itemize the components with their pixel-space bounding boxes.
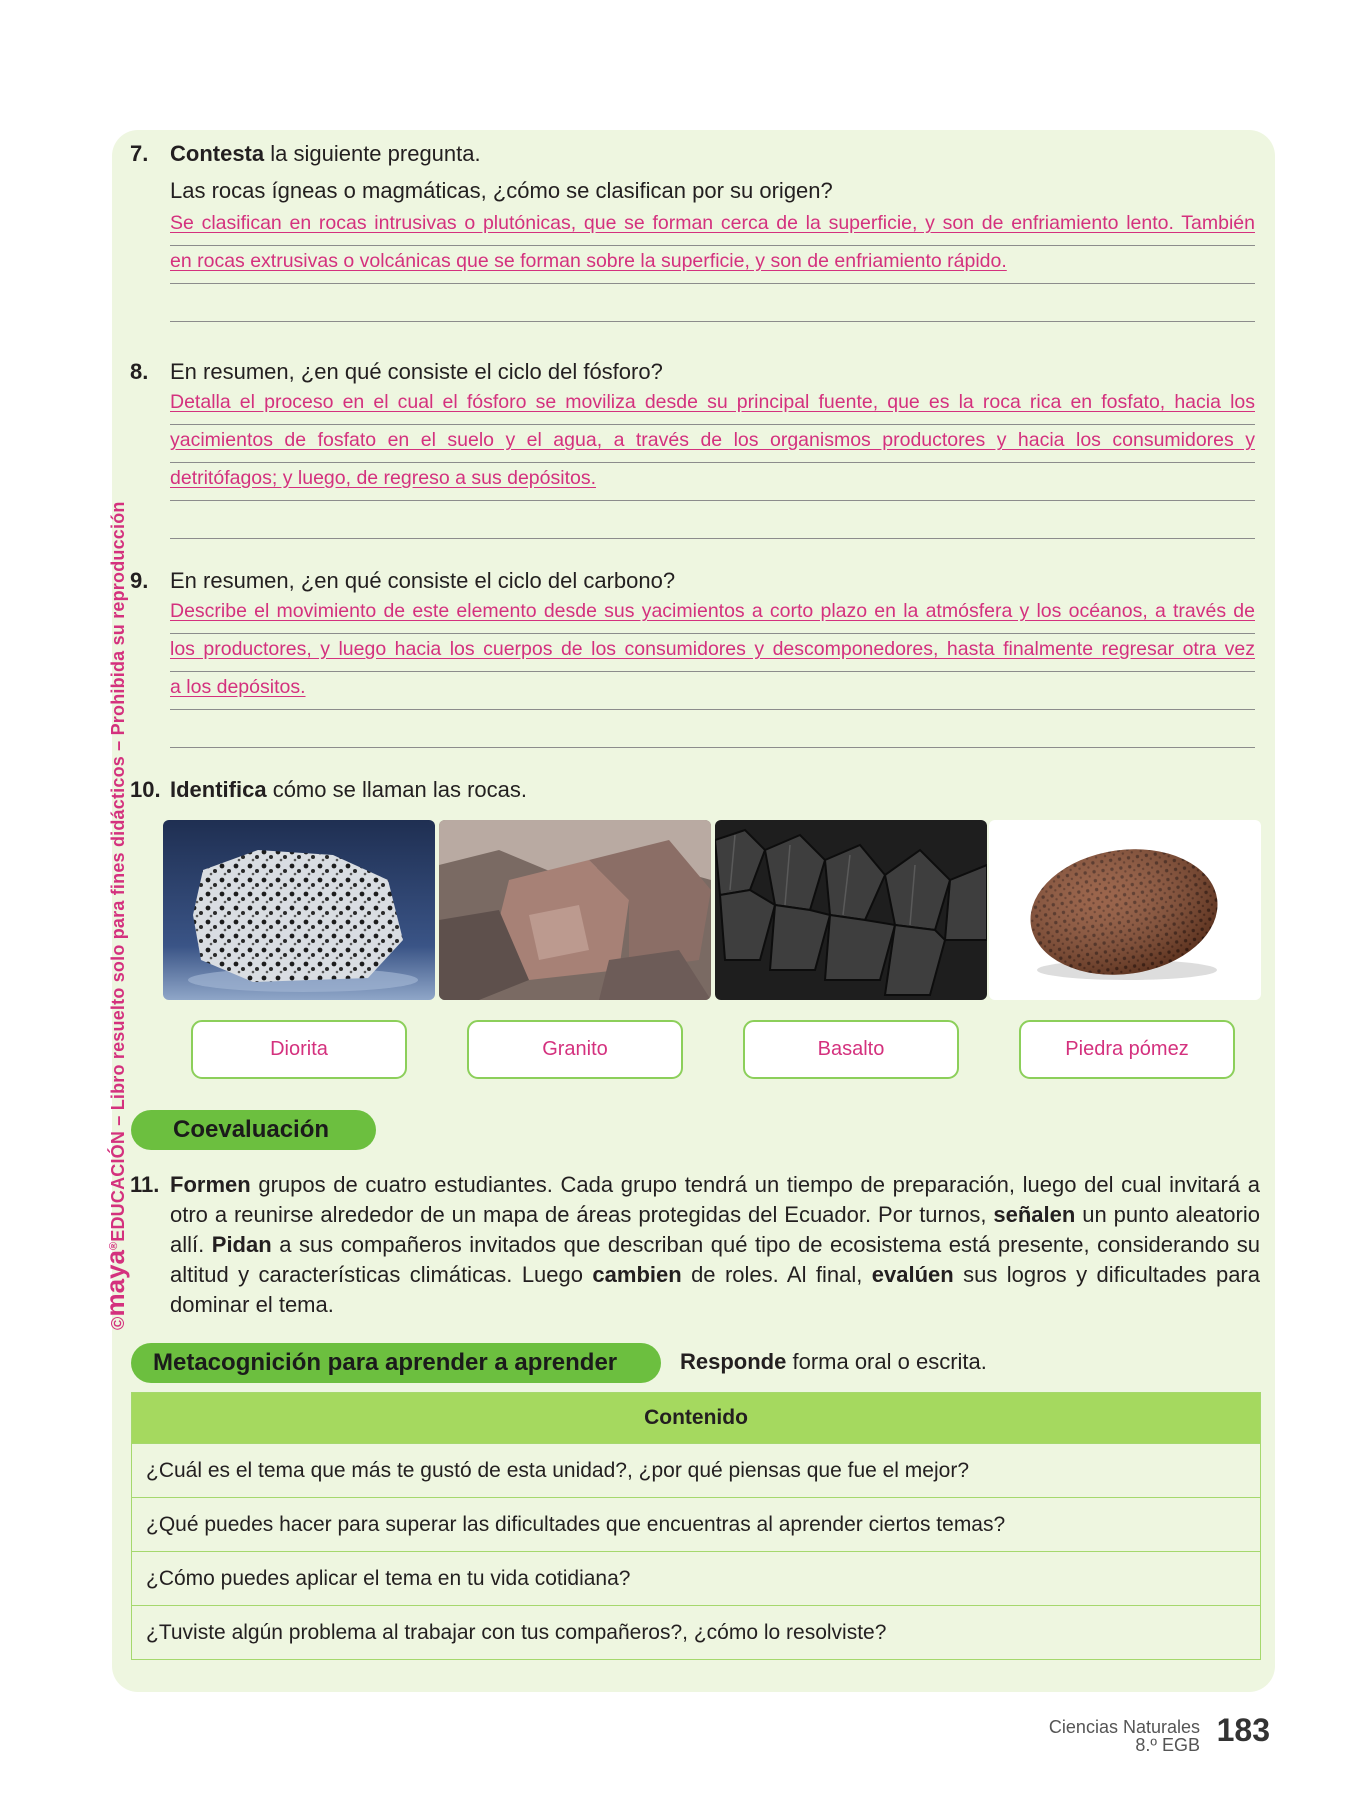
registered-mark: ® (108, 1241, 120, 1251)
sidebar-text: EDUCACIÓN – Libro resuelto solo para fines didácticos – Prohibida su reproducción (108, 501, 128, 1242)
answer-line (170, 501, 1255, 539)
answer-line: los productores, y luego hacia los cuerpos de los consumidores y descomponedores, hasta finalmente regresar otra vez (170, 634, 1255, 672)
table-cell: ¿Qué puedes hacer para superar las dificultades que encuentras al aprender ciertos temas? (132, 1498, 1261, 1552)
copyright-sidebar (100, 501, 131, 1330)
rock-label-4: Piedra pómez (1019, 1020, 1235, 1079)
page-number: 183 (1216, 1712, 1270, 1748)
paragraph-text: a sus compañeros invitados que describan qué tipo de ecosistema está presente, considerando su altitud y características climáticas. Luego (170, 1232, 1260, 1287)
metacognicion-heading: Metacognición para aprender a aprender (131, 1343, 661, 1383)
bold-verb: Pidan (211, 1232, 272, 1257)
coevaluacion-heading: Coevaluación (131, 1110, 376, 1150)
diorite-photo (163, 820, 435, 1000)
question-verb: Identifica (170, 777, 267, 802)
bold-verb: señalen (993, 1202, 1076, 1227)
pumice-photo (989, 820, 1261, 1000)
granite-photo (439, 820, 711, 1000)
answer-line: detritófagos; y luego, de regreso a sus depósitos. (170, 463, 1255, 501)
question-verb: Contesta (170, 141, 265, 166)
question-number: 10. (130, 777, 161, 802)
paragraph-text: un punto aleatorio allí. (170, 1202, 1260, 1257)
answer-line: a los depósitos. (170, 672, 1255, 710)
table-cell: ¿Cuál es el tema que más te gustó de esta unidad?, ¿por qué piensas que fue el mejor? (132, 1444, 1261, 1498)
table-row (132, 1498, 1261, 1552)
table-row (132, 1444, 1261, 1498)
question-number: 7. (130, 141, 149, 166)
question-text: la siguiente pregunta. (264, 141, 481, 166)
paragraph-text: grupos de cuatro estudiantes. Cada grupo tendrá un tiempo de preparación, luego del cual invitará a otro a reunirse alrededor de un mapa de áreas protegidas del Ecuador. Por turnos, (170, 1172, 1260, 1227)
question-10-heading (130, 775, 527, 805)
table-row (132, 1552, 1261, 1606)
table-cell: ¿Cómo puedes aplicar el tema en tu vida cotidiana? (132, 1552, 1261, 1606)
grade-level: 8.º EGB (1135, 1735, 1200, 1755)
answer-line (170, 710, 1255, 748)
question-9-heading (130, 566, 675, 596)
answer-line: Se clasifican en rocas intrusivas o plutónicas, que se forman cerca de la superficie, y son de enfriamiento lento. También (170, 208, 1255, 246)
question-7-heading (130, 139, 481, 169)
metacognicion-instruction (680, 1349, 987, 1375)
instruction-text: forma oral o escrita. (786, 1349, 987, 1374)
rock-label-1: Diorita (191, 1020, 407, 1079)
question-text: En resumen, ¿en qué consiste el ciclo del fósforo? (170, 359, 663, 384)
answer-line (170, 284, 1255, 322)
question-number: 9. (130, 568, 149, 593)
table-header: Contenido (132, 1393, 1261, 1444)
subject-name: Ciencias Naturales (1048, 1717, 1200, 1737)
question-text: cómo se llaman las rocas. (266, 777, 528, 802)
rock-label-2: Granito (467, 1020, 683, 1079)
instruction-verb: Responde (680, 1349, 787, 1374)
question-11-number: 11. (130, 1172, 160, 1197)
question-number: 8. (130, 359, 149, 384)
coevaluacion-text (170, 1170, 1260, 1320)
paragraph-text: sus logros y dificultades para dominar el tema. (170, 1262, 1260, 1317)
table-cell: ¿Tuviste algún problema al trabajar con tus compañeros?, ¿cómo lo resolviste? (132, 1606, 1261, 1660)
answer-line: Detalla el proceso en el cual el fósforo se moviliza desde su principal fuente, que es la roca rica en fosfato, hacia los (170, 387, 1255, 425)
question-text: En resumen, ¿en qué consiste el ciclo del carbono? (170, 568, 676, 593)
footer-subject (1049, 1718, 1200, 1754)
question-9-answer (170, 596, 1255, 748)
answer-line: en rocas extrusivas o volcánicas que se forman sobre la superficie, y son de enfriamiento rápido. (170, 246, 1255, 284)
basalt-photo (715, 820, 987, 1000)
table-row (132, 1606, 1261, 1660)
rock-photos (163, 820, 1261, 1000)
bold-verb: cambien (592, 1262, 682, 1287)
copyright-symbol: © (108, 1316, 128, 1330)
question-7-prompt: Las rocas ígneas o magmáticas, ¿cómo se clasifican por su origen? (170, 178, 833, 203)
metacognicion-table (131, 1392, 1261, 1660)
rock-label-3: Basalto (743, 1020, 959, 1079)
answer-line: Describe el movimiento de este elemento desde sus yacimientos a corto plazo en la atmósfera y los océanos, a través de (170, 596, 1255, 634)
bold-verb: evalúen (871, 1262, 954, 1287)
bold-verb: Formen (170, 1172, 251, 1197)
answer-line: yacimientos de fosfato en el suelo y el agua, a través de los organismos productores y hacia los consumidores y (170, 425, 1255, 463)
question-7-answer (170, 208, 1255, 322)
paragraph-text: de roles. Al final, (681, 1262, 872, 1287)
question-8-heading (130, 357, 663, 387)
question-8-answer (170, 387, 1255, 539)
brand-logo: maya (100, 1250, 130, 1317)
